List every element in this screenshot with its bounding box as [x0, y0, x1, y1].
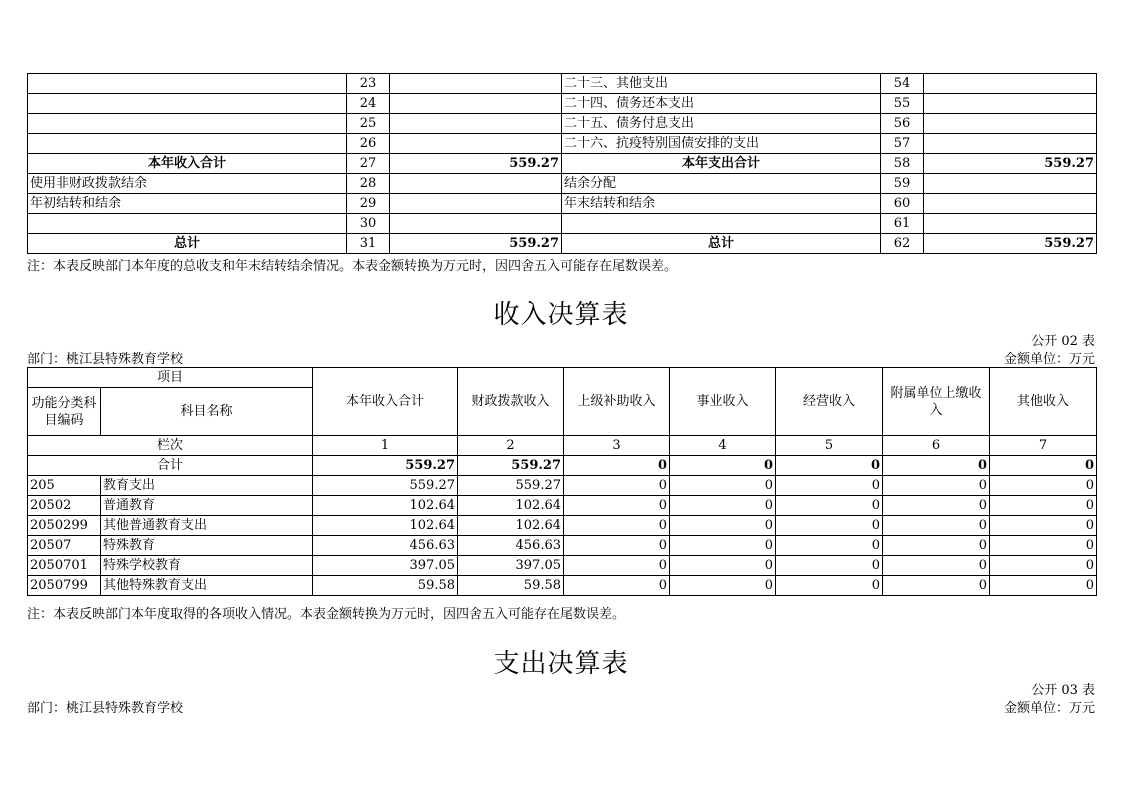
income-line-number: 26	[347, 134, 390, 154]
income-line-number: 24	[347, 94, 390, 114]
expense-item-label: 年末结转和结余	[562, 194, 881, 214]
expense-item-value	[924, 174, 1097, 194]
subject-code: 205	[28, 476, 101, 496]
amount-cell: 0	[990, 556, 1097, 576]
summary-table	[27, 73, 1097, 254]
table-row	[28, 114, 1097, 134]
amount-cell: 0	[883, 576, 990, 596]
amount-cell: 0	[883, 516, 990, 536]
expense-line-number: 58	[881, 154, 924, 174]
amount-cell: 0	[990, 576, 1097, 596]
table-row	[28, 496, 1097, 516]
expense-code: 公开 03 表	[1031, 683, 1095, 698]
income-item-label	[28, 134, 347, 154]
amount-cell: 0	[990, 476, 1097, 496]
col-num: 4	[670, 436, 776, 456]
income-item-value	[390, 174, 562, 194]
subject-name: 其他特殊教育支出	[101, 576, 313, 596]
subject-name: 教育支出	[101, 476, 313, 496]
col-num: 3	[564, 436, 670, 456]
expense-item-value	[924, 134, 1097, 154]
amount-cell: 0	[670, 476, 776, 496]
header-affiliated: 附属单位上缴收入	[883, 368, 990, 436]
total-value: 0	[776, 456, 883, 476]
amount-cell: 456.63	[313, 536, 458, 556]
income-line-number: 29	[347, 194, 390, 214]
table-row	[28, 234, 1097, 254]
header-other: 其他收入	[990, 368, 1097, 436]
col-num: 1	[313, 436, 458, 456]
amount-cell: 0	[564, 516, 670, 536]
expense-line-number: 60	[881, 194, 924, 214]
amount-cell: 59.58	[458, 576, 564, 596]
expense-unit: 金额单位：万元	[1003, 701, 1095, 716]
amount-cell: 102.64	[313, 496, 458, 516]
income-table	[27, 367, 1097, 596]
amount-cell: 0	[776, 476, 883, 496]
header-total: 本年收入合计	[313, 368, 458, 436]
amount-cell: 102.64	[458, 496, 564, 516]
table-row	[28, 94, 1097, 114]
income-item-value	[390, 194, 562, 214]
expense-line-number: 57	[881, 134, 924, 154]
total-label: 合计	[28, 456, 313, 476]
subject-name: 普通教育	[101, 496, 313, 516]
table-row	[28, 194, 1097, 214]
expense-item-label: 二十五、债务付息支出	[562, 114, 881, 134]
income-item-label	[28, 214, 347, 234]
amount-cell: 0	[990, 496, 1097, 516]
expense-line-number: 56	[881, 114, 924, 134]
amount-cell: 0	[564, 476, 670, 496]
expense-item-label: 本年支出合计	[562, 154, 881, 174]
income-item-value: 559.27	[390, 154, 562, 174]
subject-name: 特殊教育	[101, 536, 313, 556]
expense-line-number: 55	[881, 94, 924, 114]
col-label: 栏次	[28, 436, 313, 456]
expense-title: 支出决算表	[493, 649, 629, 679]
table-row	[28, 154, 1097, 174]
expense-item-value	[924, 214, 1097, 234]
total-value: 559.27	[458, 456, 564, 476]
table-row	[28, 516, 1097, 536]
amount-cell: 0	[670, 556, 776, 576]
expense-item-label: 结余分配	[562, 174, 881, 194]
amount-cell: 0	[670, 536, 776, 556]
amount-cell: 0	[564, 576, 670, 596]
header-func-code: 功能分类科目编码	[28, 388, 101, 436]
income-item-label: 总计	[28, 234, 347, 254]
income-item-label	[28, 74, 347, 94]
income-line-number: 25	[347, 114, 390, 134]
header-business: 事业收入	[670, 368, 776, 436]
income-line-number: 27	[347, 154, 390, 174]
total-value: 0	[670, 456, 776, 476]
amount-cell: 0	[670, 516, 776, 536]
table-row	[28, 576, 1097, 596]
income-code: 公开 02 表	[1031, 334, 1095, 349]
subject-name: 其他普通教育支出	[101, 516, 313, 536]
expense-item-value	[924, 194, 1097, 214]
income-item-value	[390, 74, 562, 94]
amount-cell: 0	[776, 496, 883, 516]
income-line-number: 31	[347, 234, 390, 254]
income-unit: 金额单位：万元	[1003, 352, 1095, 367]
amount-cell: 59.58	[313, 576, 458, 596]
subject-name: 特殊学校教育	[101, 556, 313, 576]
header-subsidy: 上级补助收入	[564, 368, 670, 436]
amount-cell: 0	[776, 536, 883, 556]
total-row	[28, 456, 1097, 476]
subject-code: 2050799	[28, 576, 101, 596]
amount-cell: 0	[776, 516, 883, 536]
header-item: 项目	[28, 368, 313, 388]
col-num: 6	[883, 436, 990, 456]
amount-cell: 0	[564, 536, 670, 556]
summary-note: 注：本表反映部门本年度的总收支和年末结转结余情况。本表金额转换为万元时，因四舍五入可能存在尾数误差。	[27, 259, 678, 274]
total-value: 559.27	[313, 456, 458, 476]
total-value: 0	[564, 456, 670, 476]
table-row	[28, 214, 1097, 234]
table-row	[28, 74, 1097, 94]
header-subject: 科目名称	[101, 388, 313, 436]
table-row	[28, 536, 1097, 556]
expense-line-number: 59	[881, 174, 924, 194]
table-row	[28, 134, 1097, 154]
expense-item-value: 559.27	[924, 154, 1097, 174]
expense-item-label	[562, 214, 881, 234]
income-line-number: 23	[347, 74, 390, 94]
table-row	[28, 556, 1097, 576]
expense-item-value: 559.27	[924, 234, 1097, 254]
expense-item-value	[924, 74, 1097, 94]
amount-cell: 0	[564, 556, 670, 576]
amount-cell: 0	[883, 476, 990, 496]
amount-cell: 559.27	[458, 476, 564, 496]
amount-cell: 456.63	[458, 536, 564, 556]
col-num: 7	[990, 436, 1097, 456]
expense-item-label: 二十六、抗疫特别国债安排的支出	[562, 134, 881, 154]
subject-code: 20502	[28, 496, 101, 516]
amount-cell: 0	[564, 496, 670, 516]
expense-item-value	[924, 94, 1097, 114]
expense-item-label: 总计	[562, 234, 881, 254]
subject-code: 2050701	[28, 556, 101, 576]
expense-item-label: 二十四、债务还本支出	[562, 94, 881, 114]
col-num: 5	[776, 436, 883, 456]
expense-line-number: 62	[881, 234, 924, 254]
income-item-value	[390, 214, 562, 234]
header-operating: 经营收入	[776, 368, 883, 436]
amount-cell: 0	[776, 576, 883, 596]
subject-code: 2050299	[28, 516, 101, 536]
total-value: 0	[990, 456, 1097, 476]
total-value: 0	[883, 456, 990, 476]
amount-cell: 102.64	[458, 516, 564, 536]
amount-cell: 0	[776, 556, 883, 576]
income-item-value: 559.27	[390, 234, 562, 254]
income-item-label: 使用非财政拨款结余	[28, 174, 347, 194]
amount-cell: 0	[670, 576, 776, 596]
income-item-label	[28, 114, 347, 134]
income-item-label: 年初结转和结余	[28, 194, 347, 214]
income-note: 注：本表反映部门本年度取得的各项收入情况。本表金额转换为万元时，因四舍五入可能存在尾数误差。	[27, 607, 626, 622]
amount-cell: 0	[990, 536, 1097, 556]
col-num: 2	[458, 436, 564, 456]
income-line-number: 28	[347, 174, 390, 194]
table-row	[28, 174, 1097, 194]
income-item-value	[390, 114, 562, 134]
amount-cell: 397.05	[458, 556, 564, 576]
header-fiscal: 财政拨款收入	[458, 368, 564, 436]
amount-cell: 397.05	[313, 556, 458, 576]
income-title: 收入决算表	[493, 300, 629, 330]
amount-cell: 0	[883, 536, 990, 556]
expense-dept: 部门：桃江县特殊教育学校	[27, 701, 184, 716]
amount-cell: 0	[990, 516, 1097, 536]
expense-line-number: 61	[881, 214, 924, 234]
income-dept: 部门：桃江县特殊教育学校	[27, 352, 184, 367]
income-line-number: 30	[347, 214, 390, 234]
income-item-label	[28, 94, 347, 114]
amount-cell: 559.27	[313, 476, 458, 496]
income-item-value	[390, 134, 562, 154]
amount-cell: 102.64	[313, 516, 458, 536]
amount-cell: 0	[883, 556, 990, 576]
amount-cell: 0	[670, 496, 776, 516]
income-item-value	[390, 94, 562, 114]
table-row	[28, 476, 1097, 496]
amount-cell: 0	[883, 496, 990, 516]
expense-item-value	[924, 114, 1097, 134]
expense-item-label: 二十三、其他支出	[562, 74, 881, 94]
subject-code: 20507	[28, 536, 101, 556]
income-item-label: 本年收入合计	[28, 154, 347, 174]
expense-line-number: 54	[881, 74, 924, 94]
